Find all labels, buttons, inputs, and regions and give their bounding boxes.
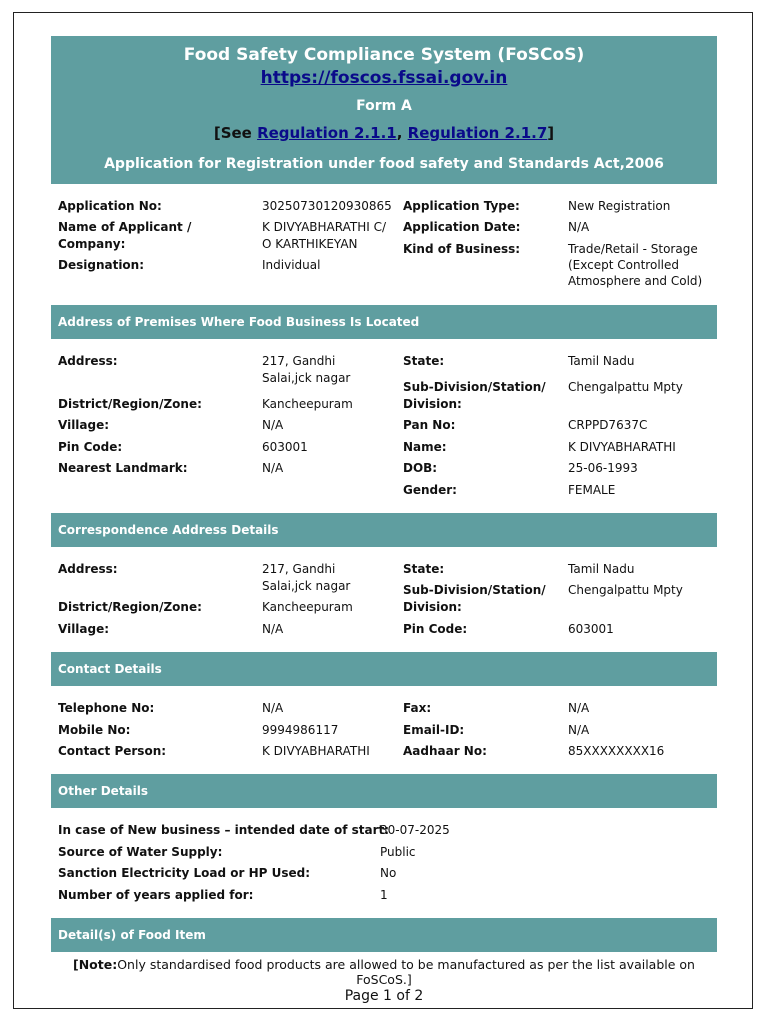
correspondence-subdivision-value: Chengalpattu Mpty — [568, 583, 683, 597]
note-label: [Note: — [73, 957, 118, 972]
premises-subdivision-value: Chengalpattu Mpty — [568, 380, 683, 394]
other-section-heading: Other Details — [51, 774, 717, 808]
regulation-2-1-7-link[interactable]: Regulation 2.1.7 — [407, 124, 548, 142]
aadhaar-label: Aadhaar No: — [403, 744, 487, 758]
correspondence-subdivision-label-2: Division: — [403, 600, 462, 614]
dob-value: 25-06-1993 — [568, 461, 638, 475]
premises-pin-value: 603001 — [262, 440, 308, 454]
application-type-value: New Registration — [568, 199, 671, 213]
kind-of-business-value-2: (Except Controlled — [568, 258, 679, 272]
application-type-label: Application Type: — [403, 199, 520, 213]
owner-name-value: K DIVYABHARATHI — [568, 440, 676, 454]
application-date-label: Application Date: — [403, 220, 521, 234]
water-supply-label: Source of Water Supply: — [58, 845, 223, 859]
premises-village-value: N/A — [262, 418, 284, 432]
correspondence-state-label: State: — [403, 562, 445, 576]
page-number: Page 1 of 2 — [344, 988, 424, 1004]
owner-name-label: Name: — [403, 440, 447, 454]
designation-value: Individual — [262, 258, 321, 272]
premises-district-value: Kancheepuram — [262, 397, 353, 411]
telephone-value: N/A — [262, 701, 284, 715]
correspondence-village-value: N/A — [262, 622, 284, 636]
email-label: Email-ID: — [403, 723, 465, 737]
mobile-label: Mobile No: — [58, 723, 131, 737]
contact-person-value: K DIVYABHARATHI — [262, 744, 370, 758]
gender-value: FEMALE — [568, 483, 616, 497]
premises-address-label: Address: — [58, 354, 118, 368]
mobile-value: 9994986117 — [262, 723, 339, 737]
regulation-separator: , — [396, 124, 408, 142]
electricity-value: No — [380, 866, 397, 880]
fax-value: N/A — [568, 701, 590, 715]
electricity-label: Sanction Electricity Load or HP Used: — [58, 866, 311, 880]
note-text: Only standardised food products are allowed to be manufactured as per the list available on FoSCoS.] — [117, 957, 695, 987]
system-title: Food Safety Compliance System (FoSCoS) — [183, 45, 585, 65]
correspondence-subdivision-label: Sub-Division/Station/ — [403, 583, 546, 597]
foscos-link[interactable]: https://foscos.fssai.gov.in — [260, 68, 508, 88]
premises-landmark-label: Nearest Landmark: — [58, 461, 188, 475]
applicant-name-label-2: Company: — [58, 237, 126, 251]
premises-pin-label: Pin Code: — [58, 440, 123, 454]
premises-state-value: Tamil Nadu — [568, 354, 635, 368]
years-applied-value: 1 — [380, 888, 388, 902]
application-no-value: 30250730120930865 — [262, 199, 392, 213]
correspondence-address-label: Address: — [58, 562, 118, 576]
fax-label: Fax: — [403, 701, 432, 715]
pan-label: Pan No: — [403, 418, 456, 432]
kind-of-business-label: Kind of Business: — [403, 242, 521, 256]
regulation-reference — [51, 124, 717, 142]
premises-section-heading: Address of Premises Where Food Business Is Located — [51, 305, 717, 339]
application-date-value: N/A — [568, 220, 590, 234]
correspondence-address-value-2: Salai,jck nagar — [262, 579, 351, 593]
email-value: N/A — [568, 723, 590, 737]
pan-value: CRPPD7637C — [568, 418, 648, 432]
applicant-name-label: Name of Applicant / — [58, 220, 192, 234]
see-close: ] — [547, 124, 555, 142]
kind-of-business-value: Trade/Retail - Storage — [568, 242, 698, 256]
correspondence-district-label: District/Region/Zone: — [58, 600, 202, 614]
form-header — [51, 36, 717, 184]
designation-label: Designation: — [58, 258, 145, 272]
telephone-label: Telephone No: — [58, 701, 155, 715]
correspondence-pin-value: 603001 — [568, 622, 614, 636]
aadhaar-value: 85XXXXXXXX16 — [568, 744, 665, 758]
see-open: [See — [213, 124, 258, 142]
premises-village-label: Village: — [58, 418, 110, 432]
correspondence-district-value: Kancheepuram — [262, 600, 353, 614]
correspondence-address-value: 217, Gandhi — [262, 562, 336, 576]
water-supply-value: Public — [380, 845, 416, 859]
gender-label: Gender: — [403, 483, 457, 497]
start-date-value: 30-07-2025 — [380, 823, 450, 837]
premises-subdivision-label-2: Division: — [403, 397, 462, 411]
start-date-label: In case of New business – intended date of start: — [58, 823, 390, 837]
regulation-2-1-1-link[interactable]: Regulation 2.1.1 — [257, 124, 397, 142]
food-item-section-heading: Detail(s) of Food Item — [51, 918, 717, 952]
application-title: Application for Registration under food safety and Standards Act,2006 — [104, 156, 664, 172]
form-name: Form A — [356, 98, 412, 114]
premises-district-label: District/Region/Zone: — [58, 397, 202, 411]
premises-landmark-value: N/A — [262, 461, 284, 475]
premises-address-value-2: Salai,jck nagar — [262, 371, 351, 385]
correspondence-state-value: Tamil Nadu — [568, 562, 635, 576]
premises-state-label: State: — [403, 354, 445, 368]
correspondence-section-heading: Correspondence Address Details — [51, 513, 717, 547]
contact-person-label: Contact Person: — [58, 744, 167, 758]
kind-of-business-value-3: Atmosphere and Cold) — [568, 274, 703, 288]
application-no-label: Application No: — [58, 199, 162, 213]
years-applied-label: Number of years applied for: — [58, 888, 254, 902]
correspondence-village-label: Village: — [58, 622, 110, 636]
applicant-name-value-2: O KARTHIKEYAN — [262, 237, 358, 251]
premises-address-value: 217, Gandhi — [262, 354, 336, 368]
dob-label: DOB: — [403, 461, 438, 475]
premises-subdivision-label: Sub-Division/Station/ — [403, 380, 546, 394]
food-note — [51, 957, 717, 987]
contact-section-heading: Contact Details — [51, 652, 717, 686]
correspondence-pin-label: Pin Code: — [403, 622, 468, 636]
applicant-name-value: K DIVYABHARATHI C/ — [262, 220, 387, 234]
